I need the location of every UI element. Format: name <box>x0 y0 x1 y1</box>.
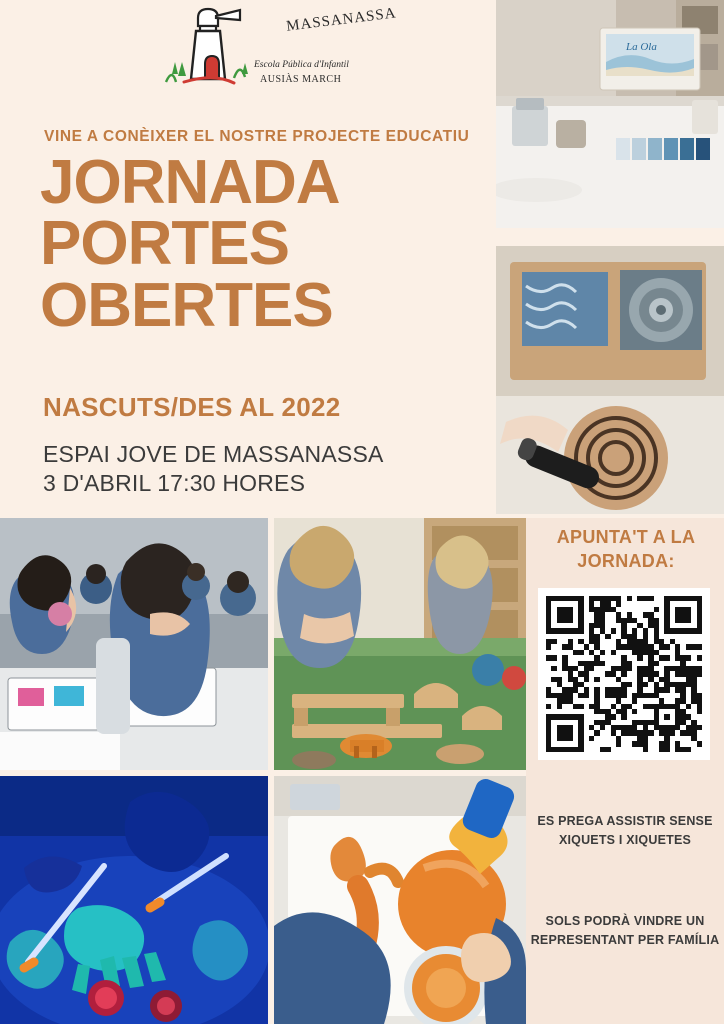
event-details <box>43 440 384 499</box>
photo-blacklight-paint <box>0 776 268 1024</box>
event-datetime: 3 D'ABRIL 17:30 HORES <box>43 470 306 497</box>
note-one-representative: SOLS PODRÀ VINDRE UN REPRESENTANT PER FAMÍLIA <box>530 914 720 947</box>
note-no-children: ES PREGA ASSISTIR SENSE XIQUETS I XIQUETES <box>537 814 713 847</box>
logo-subtitle-2: AUSIÀS MARCH <box>260 74 342 85</box>
headline-line-2: PORTES <box>40 209 289 279</box>
logo-subtitle-1: Escola Pública d'Infantil <box>254 60 349 70</box>
svg-text:La Ola: La Ola <box>626 41 657 53</box>
headline-line-1: JORNADA <box>40 148 340 217</box>
kicker-text: VINE A CONÈIXER EL NOSTRE PROJECTE EDUCATIU <box>44 128 470 145</box>
page-title <box>40 148 490 340</box>
photo-orange-painting <box>274 776 526 1024</box>
school-logo <box>150 4 398 104</box>
cta-title: APUNTA'T A LA JORNADA: <box>556 527 696 571</box>
logo-wordmark: MASSANASSA <box>285 5 398 35</box>
photo-light-tables <box>0 518 268 770</box>
subtitle-birthyear: NASCUTS/DES AL 2022 <box>43 392 341 422</box>
event-place: ESPAI JOVE DE MASSANASSA <box>43 441 384 467</box>
photo-child-drawing <box>496 246 724 514</box>
qr-code[interactable] <box>546 596 702 752</box>
headline-line-3: OBERTES <box>40 270 333 340</box>
photo-classroom-table <box>496 0 724 228</box>
photo-block-play <box>274 518 526 770</box>
